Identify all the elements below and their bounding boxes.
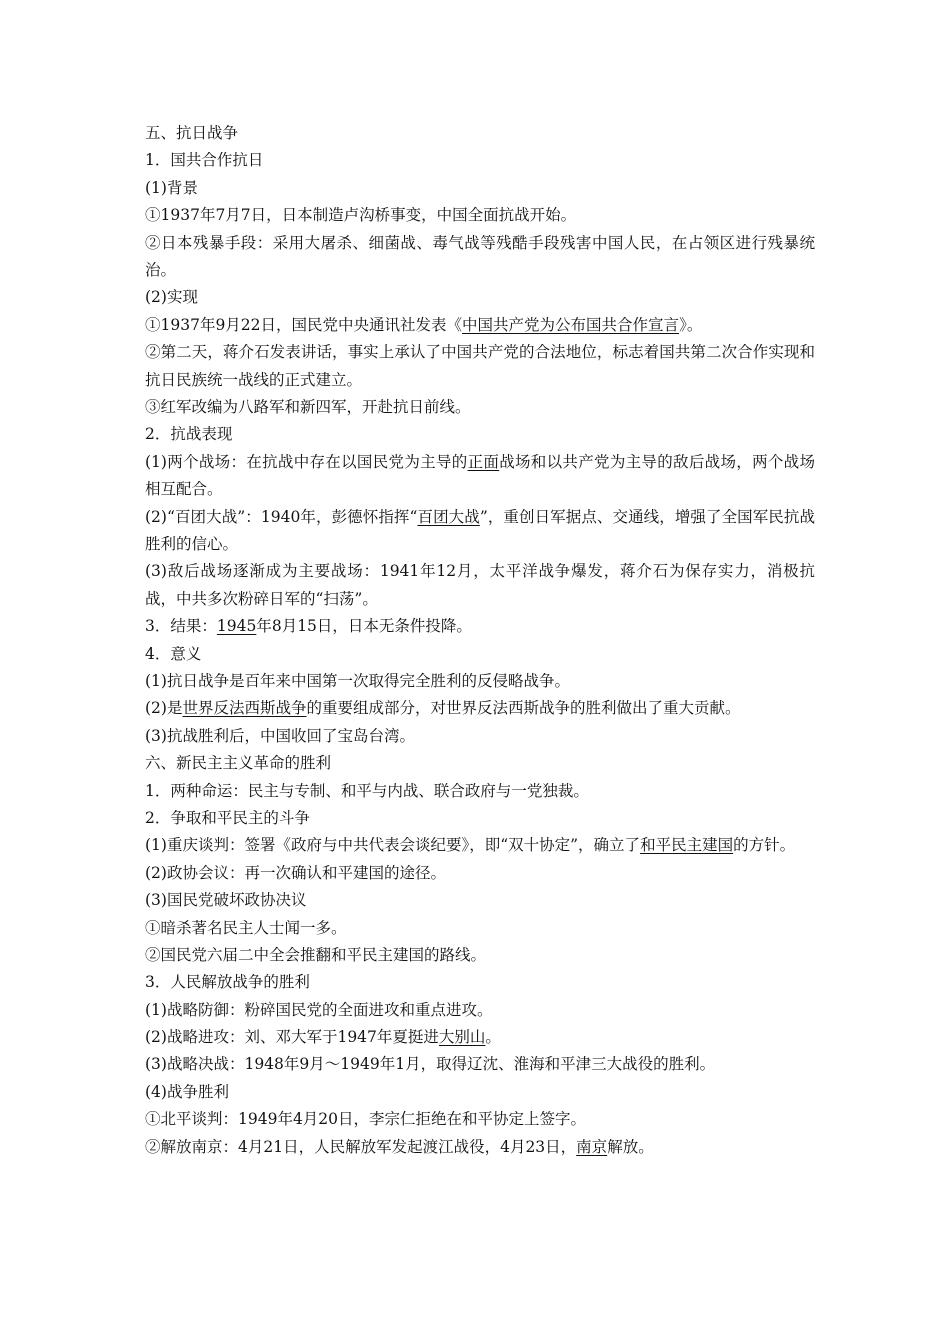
text-segment: (2)“百团大战”：1940年，彭德怀指挥“ [145, 507, 418, 526]
text-segment: ②解放南京：4月21日，人民解放军发起渡江战役，4月23日， [145, 1137, 577, 1156]
text-line [145, 750, 815, 777]
underlined-term: 1945 [216, 617, 257, 636]
text-line [145, 449, 815, 504]
text-line [145, 120, 815, 147]
text-segment: ”，重创日军据点、交通线，增强了全国军民抗战胜利的信心。 [145, 507, 815, 553]
text-line [145, 723, 815, 750]
text-segment: (3)国民党破坏政协决议 [145, 891, 307, 910]
text-segment: ②国民党六届二中全会推翻和平民主建国的路线。 [145, 945, 487, 964]
text-segment: 的方针。 [733, 836, 796, 855]
text-line [145, 504, 815, 559]
text-line [145, 394, 815, 421]
text-segment: (2)实现 [145, 288, 198, 307]
text-segment: 六、新民主主义革命的胜利 [145, 754, 332, 773]
text-segment: (1)战略防御：粉碎国民党的全面进攻和重点进攻。 [145, 1000, 493, 1019]
text-segment: 。 [485, 1028, 501, 1047]
underlined-term: 百团大战 [417, 507, 480, 526]
text-segment: (3)敌后战场逐渐成为主要战场：1941年12月，太平洋战争爆发，蒋介石为保存实力，消极抗战，中共多次粉碎日军的“扫荡”。 [145, 562, 815, 608]
text-segment: ①暗杀著名民主人士闻一多。 [145, 918, 347, 937]
text-segment: 3．结果： [145, 617, 217, 636]
text-segment: ①北平谈判：1949年4月20日，李宗仁拒绝在和平协定上签字。 [145, 1110, 587, 1129]
text-segment: 战场和以共产党为主导的敌后战场，两个战场相互配合。 [145, 452, 815, 499]
text-segment: ①1937年9月22日，国民党中央通讯社发表《 [145, 315, 463, 334]
text-line [145, 860, 815, 887]
text-line [145, 175, 815, 202]
text-line [145, 421, 815, 448]
text-line [145, 1079, 815, 1106]
text-line [145, 284, 815, 311]
text-segment: 2．抗战表现 [145, 425, 233, 444]
text-segment: ②第二天，蒋介石发表讲话，事实上承认了中国共产党的合法地位，标志着国共第二次合作实现和抗日民族统一战线的正式建立。 [145, 343, 815, 389]
text-segment: (2)是 [145, 699, 183, 718]
text-segment: ②日本残暴手段：采用大屠杀、细菌战、毒气战等残酷手段残害中国人民，在占领区进行残暴统治。 [145, 233, 815, 279]
underlined-term: 大别山 [438, 1028, 486, 1047]
underlined-term: 和平民主建国 [640, 836, 734, 855]
text-line [145, 147, 815, 174]
text-segment: 1．两种命运：民主与专制、和平与内战、联合政府与一党独裁。 [145, 781, 589, 800]
text-line [145, 558, 815, 613]
underlined-term: 南京 [576, 1137, 608, 1156]
text-segment: 4．意义 [145, 644, 202, 663]
text-segment: 解放。 [607, 1137, 654, 1156]
text-line [145, 832, 815, 859]
text-line [145, 339, 815, 394]
text-line [145, 613, 815, 640]
text-line [145, 312, 815, 339]
text-segment: (1)背景 [145, 178, 198, 197]
text-segment: (1)两个战场：在抗战中存在以国民党为主导的 [145, 452, 468, 471]
text-line [145, 230, 815, 285]
underlined-term: 世界反法西斯战争 [182, 699, 307, 718]
text-line [145, 942, 815, 969]
text-segment: (1)重庆谈判：签署《政府与中共代表会谈纪要》，即“双十协定”，确立了 [145, 836, 641, 855]
document-body [145, 120, 815, 1161]
text-segment: 2．争取和平民主的斗争 [145, 808, 310, 827]
text-line [145, 887, 815, 914]
text-segment: 3．人民解放战争的胜利 [145, 973, 310, 992]
text-line [145, 997, 815, 1024]
text-line [145, 641, 815, 668]
text-segment: ③红军改编为八路军和新四军，开赴抗日前线。 [145, 397, 471, 416]
text-segment: 的重要组成部分，对世界反法西斯战争的胜利做出了重大贡献。 [306, 699, 741, 718]
text-segment: 1．国共合作抗日 [145, 151, 264, 170]
text-segment: (1)抗日战争是百年来中国第一次取得完全胜利的反侵略战争。 [145, 671, 570, 690]
text-line [145, 778, 815, 805]
text-line [145, 668, 815, 695]
text-line [145, 1024, 815, 1051]
text-segment: (4)战争胜利 [145, 1082, 229, 1101]
text-segment: (2)政协会议：再一次确认和平建国的途径。 [145, 863, 446, 882]
text-line [145, 1134, 815, 1161]
underlined-term: 中国共产党为公布国共合作宣言 [462, 315, 680, 334]
text-line [145, 969, 815, 996]
text-line [145, 1051, 815, 1078]
text-line [145, 202, 815, 229]
text-segment: 五、抗日战争 [145, 124, 239, 142]
text-line [145, 805, 815, 832]
text-segment: (3)抗战胜利后，中国收回了宝岛台湾。 [145, 726, 415, 745]
text-line [145, 1106, 815, 1133]
text-segment: (2)战略进攻：刘、邓大军于1947年夏挺进 [145, 1028, 439, 1047]
text-segment: ①1937年7月7日，日本制造卢沟桥事变，中国全面抗战开始。 [145, 206, 577, 225]
text-line [145, 915, 815, 942]
text-line [145, 695, 815, 722]
underlined-term: 正面 [467, 452, 500, 471]
text-segment: 》。 [679, 315, 703, 334]
text-segment: (3)战略决战：1948年9月～1949年1月，取得辽沈、淮海和平津三大战役的胜利。 [145, 1055, 716, 1074]
text-segment: 年8月15日，日本无条件投降。 [256, 617, 472, 636]
